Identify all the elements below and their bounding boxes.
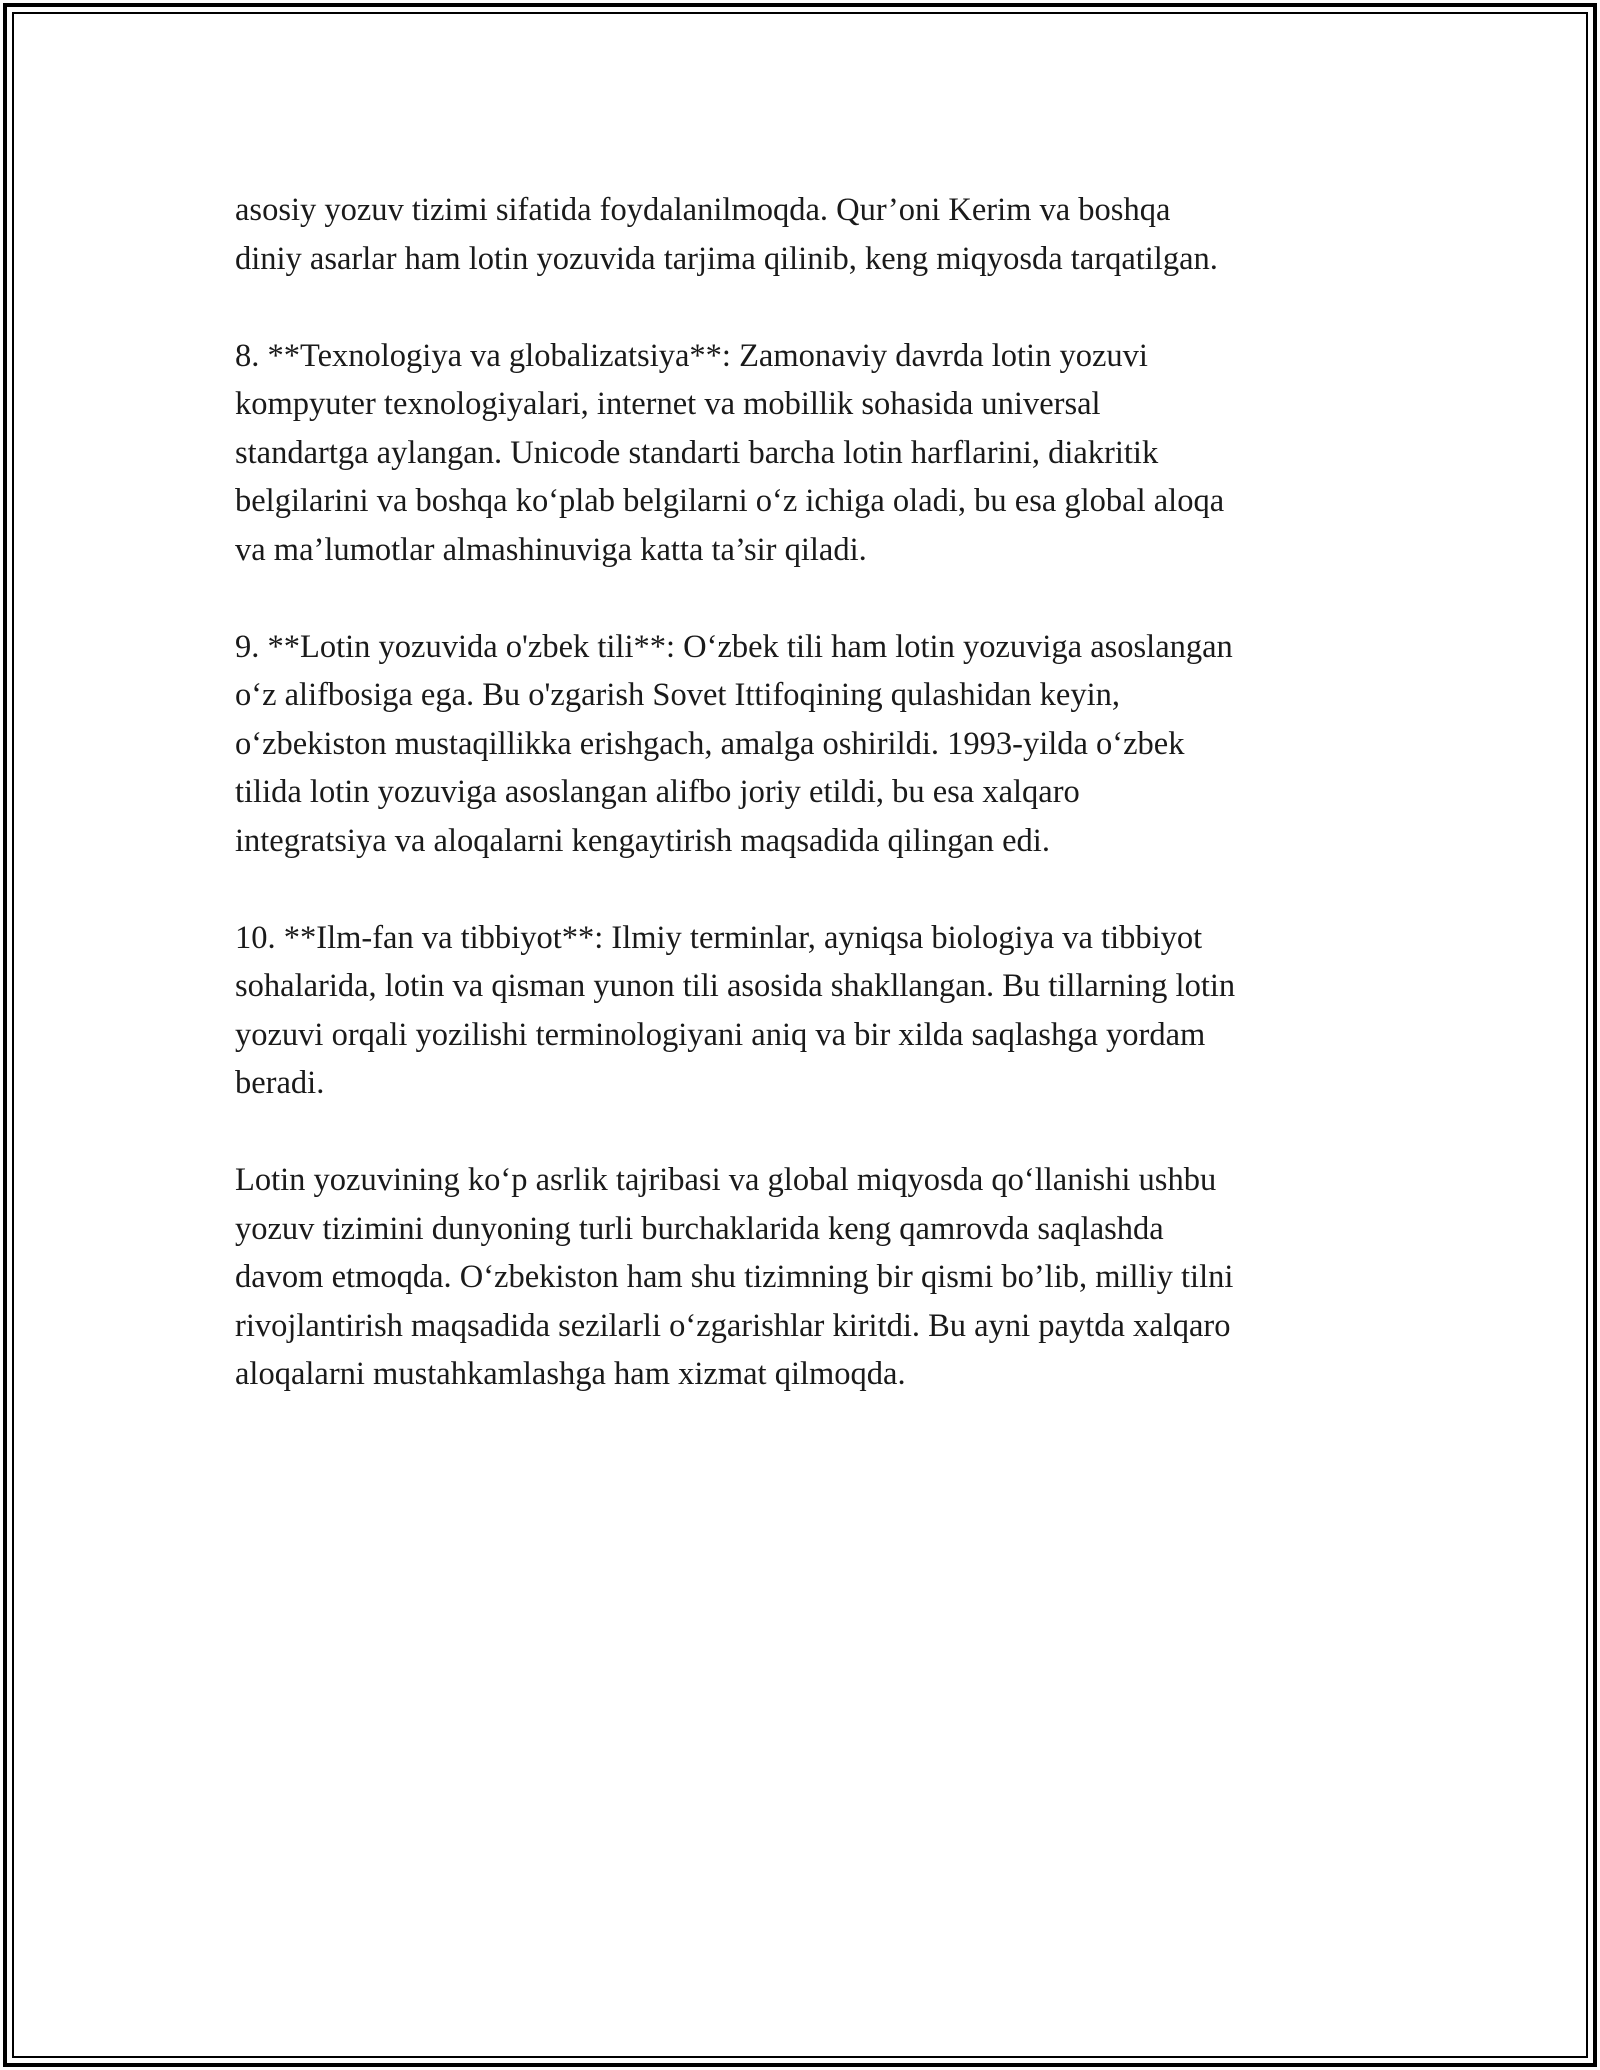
text-line: o‘z alifbosiga ega. Bu o'zgarish Sovet Ittifoqining qulashidan keyin, [235,677,1120,713]
text-line: yozuv tizimini dunyoning turli burchaklarida keng qamrovda saqlashda [235,1210,1164,1247]
document-body [235,186,1385,1447]
text-line: diniy asarlar ham lotin yozuvida tarjima qilinib, keng miqyosda tarqatilgan. [235,240,1218,277]
paragraph-continuation [235,186,1385,283]
text-line: rivojlantirish maqsadida sezilarli o‘zgarishlar kiritdi. Bu ayni paytda xalqaro [235,1307,1231,1344]
text-line: sohalarida, lotin va qisman yunon tili asosida shakllangan. Bu tillarning lotin [235,968,1236,1004]
text-line: va ma’lumotlar almashinuviga katta ta’sir qiladi. [235,531,867,568]
paragraph-item-9 [235,623,1385,866]
text-line: belgilarini va boshqa ko‘plab belgilarni o‘z ichiga oladi, bu esa global aloqa [235,483,1225,519]
text-line: tilida lotin yozuviga asoslangan alifbo joriy etildi, bu esa xalqaro [235,774,1080,810]
text-line: asosiy yozuv tizimi sifatida foydalanilmoqda. Qur’oni Kerim va boshqa [235,192,1171,228]
text-line: kompyuter texnologiyalari, internet va mobillik sohasida universal [235,386,1101,422]
text-line: integratsiya va aloqalarni kengaytirish maqsadida qilingan edi. [235,822,1050,859]
paragraph-item-10 [235,914,1385,1108]
text-line: 10. **Ilm-fan va tibbiyot**: Ilmiy terminlar, ayniqsa biologiya va tibbiyot [235,919,1203,956]
text-line: beradi. [235,1065,325,1101]
text-line: standartga aylangan. Unicode standarti barcha lotin harflarini, diakritik [235,434,1159,471]
paragraph-item-8 [235,332,1385,575]
text-line: Lotin yozuvining ko‘p asrlik tajribasi va global miqyosda qo‘llanishi ushbu [235,1162,1217,1198]
text-line: o‘zbekiston mustaqillikka erishgach, amalga oshirildi. 1993-yilda o‘zbek [235,725,1185,762]
text-line: 8. **Texnologiya va globalizatsiya**: Zamonaviy davrda lotin yozuvi [235,337,1148,374]
text-line: aloqalarni mustahkamlashga ham xizmat qilmoqda. [235,1356,906,1392]
paragraph-conclusion [235,1156,1385,1399]
text-line: 9. **Lotin yozuvida o'zbek tili**: O‘zbek tili ham lotin yozuviga asoslangan [235,628,1233,665]
text-line: yozuvi orqali yozilishi terminologiyani aniq va bir xilda saqlashga yordam [235,1016,1206,1053]
text-line: davom etmoqda. O‘zbekiston ham shu tizimning bir qismi bo’lib, milliy tilni [235,1259,1234,1295]
